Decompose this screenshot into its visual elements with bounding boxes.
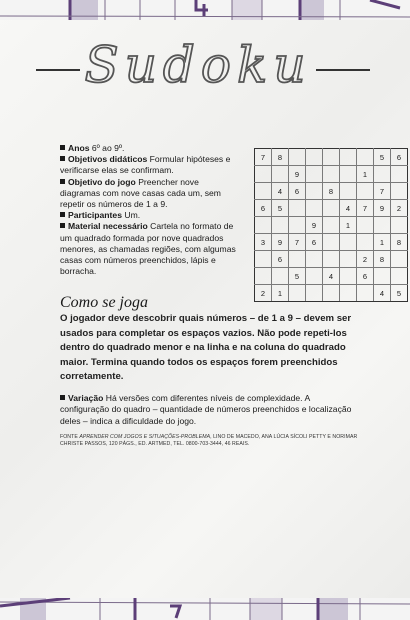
grid-cell <box>391 268 408 285</box>
grid-row <box>255 268 408 285</box>
grid-cell <box>272 166 289 183</box>
grid-cell <box>323 285 340 302</box>
grid-row <box>255 149 408 166</box>
grid-cell <box>357 217 374 234</box>
grid-cell: 9 <box>272 234 289 251</box>
grid-cell <box>340 268 357 285</box>
grid-cell <box>357 183 374 200</box>
grid-cell <box>289 217 306 234</box>
grid-cell <box>255 217 272 234</box>
grid-cell <box>255 268 272 285</box>
decorative-grid-strip-bottom <box>0 598 410 620</box>
grid-row <box>255 251 408 268</box>
bullet-square-icon <box>60 223 65 228</box>
grid-cell <box>306 251 323 268</box>
grid-cell <box>255 166 272 183</box>
grid-cell: 2 <box>255 285 272 302</box>
grid-cell: 6 <box>306 234 323 251</box>
grid-cell <box>340 234 357 251</box>
grid-cell <box>340 166 357 183</box>
grid-row <box>255 183 408 200</box>
grid-cell <box>391 183 408 200</box>
grid-cell: 1 <box>272 285 289 302</box>
grid-cell <box>323 200 340 217</box>
grid-row <box>255 166 408 183</box>
variation-paragraph: Variação Há versões com diferentes níveis de complexidade. A configuração do quadro – quantidade de números preenchidos e localização deles – indica a dificuldade do jogo. <box>60 393 352 426</box>
grid-cell: 4 <box>374 285 391 302</box>
bullet-square-icon <box>60 179 65 184</box>
grid-row <box>255 200 408 217</box>
grid-cell: 9 <box>306 217 323 234</box>
info-objetivo-jogo: Objetivo do jogo Preencher nove diagramas com nove casas cada um, sem repetir os números de 1 a 9. <box>60 176 221 210</box>
grid-row <box>255 285 408 302</box>
grid-cell <box>391 217 408 234</box>
grid-cell <box>306 183 323 200</box>
title-row <box>0 30 410 102</box>
grid-cell <box>340 285 357 302</box>
grid-cell <box>374 268 391 285</box>
grid-cell <box>255 251 272 268</box>
grid-cell: 5 <box>272 200 289 217</box>
grid-cell: 8 <box>374 251 391 268</box>
grid-cell <box>340 251 357 268</box>
grid-row <box>255 234 408 251</box>
grid-cell <box>289 285 306 302</box>
grid-cell <box>357 285 374 302</box>
grid-cell <box>289 251 306 268</box>
grid-cell: 1 <box>340 217 357 234</box>
bullet-square-icon <box>60 395 65 400</box>
grid-cell: 4 <box>272 183 289 200</box>
grid-cell: 7 <box>374 183 391 200</box>
grid-cell: 4 <box>340 200 357 217</box>
grid-cell <box>306 200 323 217</box>
grid-cell <box>323 149 340 166</box>
grid-row <box>255 217 408 234</box>
grid-cell <box>289 149 306 166</box>
grid-cell <box>255 183 272 200</box>
grid-cell <box>374 166 391 183</box>
grid-cell: 8 <box>272 149 289 166</box>
grid-cell <box>306 149 323 166</box>
grid-cell <box>391 166 408 183</box>
grid-cell: 1 <box>374 234 391 251</box>
grid-cell <box>306 285 323 302</box>
grid-cell: 2 <box>357 251 374 268</box>
grid-cell: 5 <box>374 149 391 166</box>
grid-cell: 6 <box>357 268 374 285</box>
bullet-square-icon <box>60 145 65 150</box>
how-to-play-title: Como se joga <box>60 294 148 311</box>
grid-cell: 8 <box>391 234 408 251</box>
grid-cell <box>323 166 340 183</box>
grid-cell: 9 <box>374 200 391 217</box>
page-title: Sudoku <box>84 36 312 94</box>
grid-cell <box>272 268 289 285</box>
grid-cell <box>323 234 340 251</box>
grid-cell <box>323 217 340 234</box>
grid-cell <box>391 251 408 268</box>
grid-cell <box>374 217 391 234</box>
info-material: Material necessário Cartela no formato de um quadrado formada por nove quadrados menores, as chamadas regiões, com algumas casas com números preenchidos, lápis e borracha. <box>60 221 236 277</box>
grid-cell <box>306 268 323 285</box>
sudoku-grid <box>254 148 402 298</box>
game-info <box>60 143 238 277</box>
grid-cell <box>306 166 323 183</box>
info-participantes: Participantes Um. <box>60 210 238 221</box>
grid-cell <box>323 251 340 268</box>
grid-cell: 6 <box>289 183 306 200</box>
grid-cell <box>272 217 289 234</box>
grid-cell: 3 <box>255 234 272 251</box>
grid-cell: 6 <box>255 200 272 217</box>
info-objetivos: Objetivos didáticos Formular hipóteses e verificarse elas se confirmam. <box>60 154 231 176</box>
grid-cell: 2 <box>391 200 408 217</box>
info-anos: Anos 6º ao 9º. <box>60 143 238 154</box>
grid-cell: 5 <box>289 268 306 285</box>
grid-cell <box>289 200 306 217</box>
grid-cell: 4 <box>323 268 340 285</box>
source-credit: FONTE APRENDER COM JOGOS E SITUAÇÕES-PROBLEMA, LINO DE MACEDO, ANA LÚCIA SÍCOLI PETTY E NORIMAR CHRISTE PASSOS, 120 PÁGS., ED. ARTMED, TEL. 0800-703-3444, 46 REAIS. <box>60 434 358 447</box>
bullet-square-icon <box>60 156 65 161</box>
grid-cell <box>357 234 374 251</box>
grid-cell: 7 <box>255 149 272 166</box>
grid-cell: 7 <box>289 234 306 251</box>
grid-cell: 8 <box>323 183 340 200</box>
grid-cell: 5 <box>391 285 408 302</box>
grid-cell: 7 <box>357 200 374 217</box>
grid-cell <box>357 149 374 166</box>
grid-cell <box>340 183 357 200</box>
grid-cell <box>340 149 357 166</box>
grid-cell: 1 <box>357 166 374 183</box>
decorative-grid-strip-top <box>0 0 410 20</box>
how-to-play-text: O jogador deve descobrir quais números – de 1 a 9 – devem ser usados para completar os espaços vazios. Não pode repeti-los dentro do quadrado menor e na linha e na coluna do quadrado maior. Termina quando todos os espaços forem preenchidos corretamente. <box>60 313 352 383</box>
bullet-square-icon <box>60 212 65 217</box>
sudoku-table <box>254 148 408 302</box>
grid-cell: 6 <box>391 149 408 166</box>
grid-cell: 9 <box>289 166 306 183</box>
grid-cell: 6 <box>272 251 289 268</box>
